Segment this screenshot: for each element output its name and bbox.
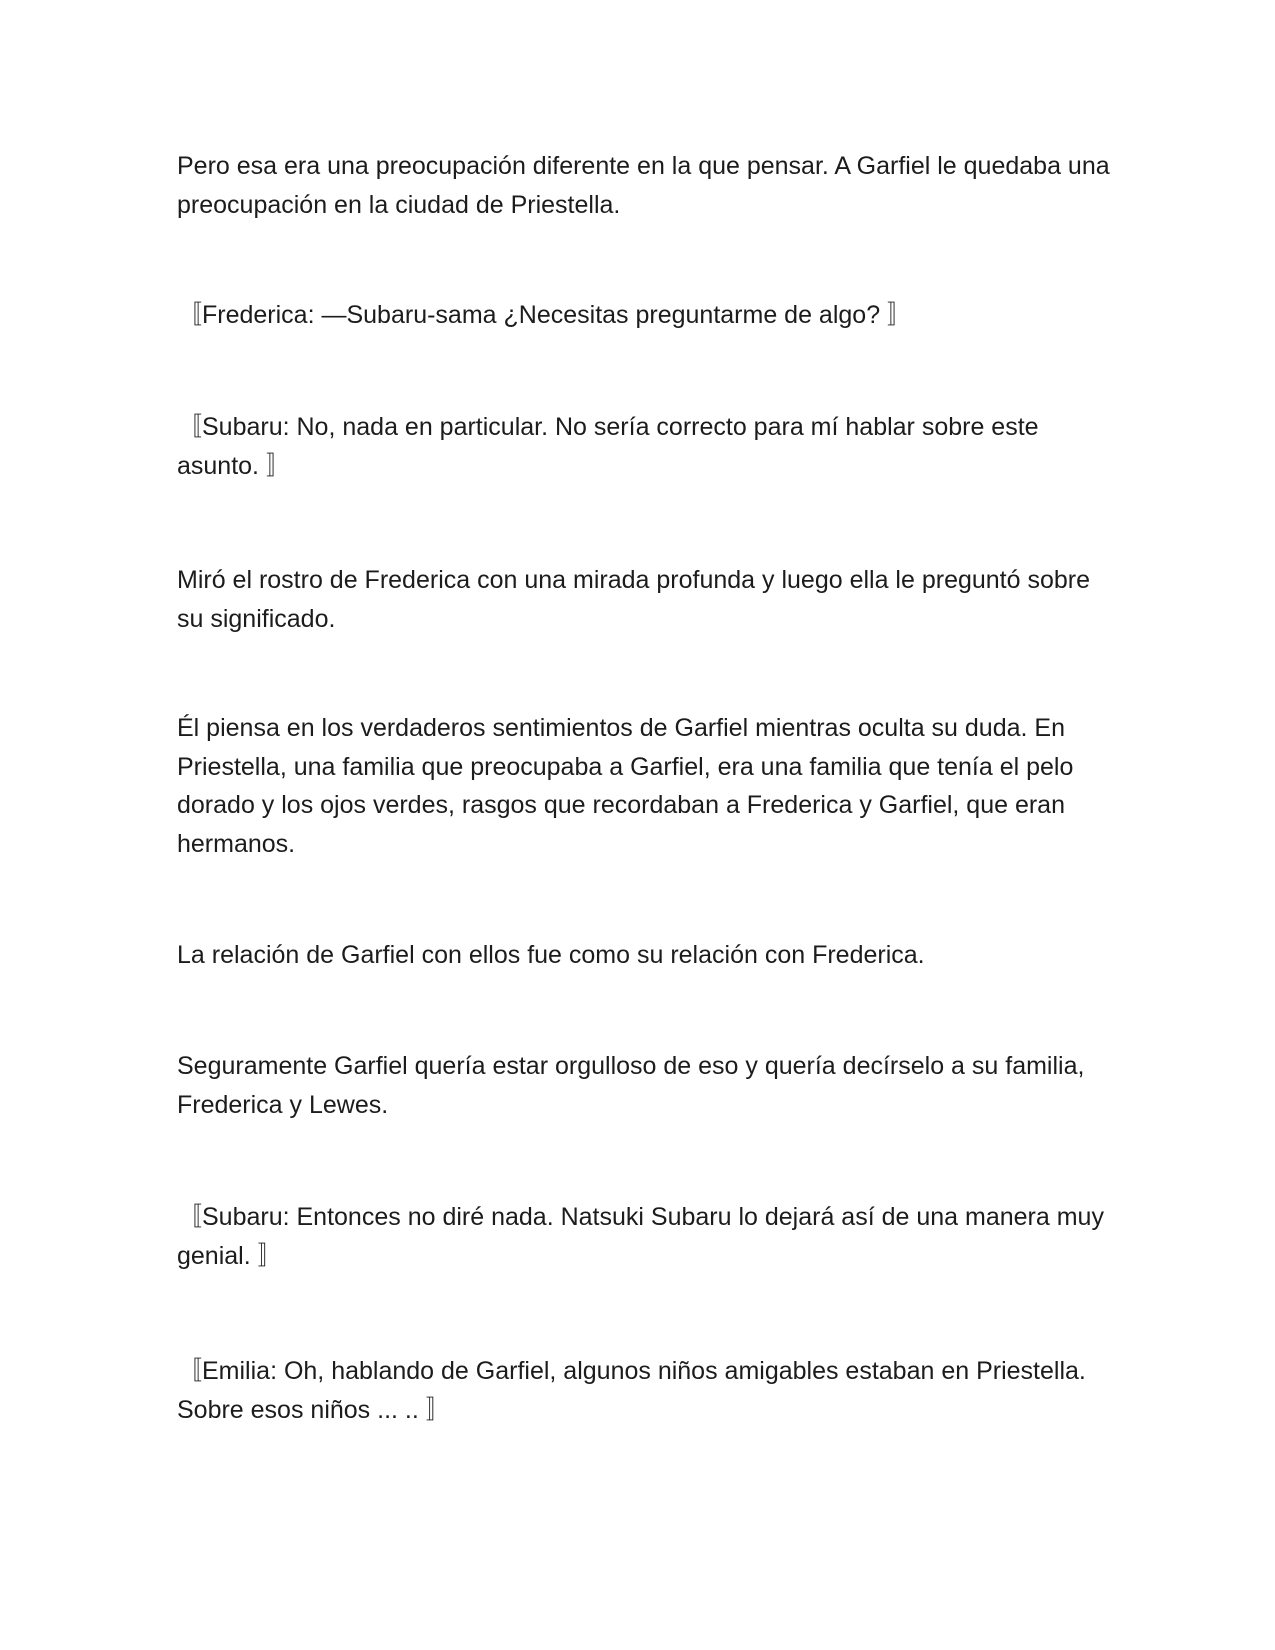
paragraph-dialogue-emilia: 〚Emilia: Oh, hablando de Garfiel, algunos niños amigables estaban en Priestella. Sobre esos niños ... .. 〛 <box>177 1357 1086 1424</box>
paragraph-dialogue-subaru-2: 〚Subaru: Entonces no diré nada. Natsuki Subaru lo dejará así de una manera muy genial. 〛 <box>177 1203 1104 1270</box>
paragraph-dialogue-subaru-1: 〚Subaru: No, nada en particular. No sería correcto para mí hablar sobre este asunto. 〛 <box>177 413 1039 480</box>
paragraph-narration-5: Seguramente Garfiel quería estar orgulloso de eso y quería decírselo a su familia, Frederica y Lewes. <box>177 1052 1085 1119</box>
paragraph-narration-1: Pero esa era una preocupación diferente en la que pensar. A Garfiel le quedaba una preocupación en la ciudad de Priestella. <box>177 152 1110 219</box>
paragraph-narration-3: Él piensa en los verdaderos sentimientos de Garfiel mientras oculta su duda. En Priestella, una familia que preocupaba a Garfiel, era una familia que tenía el pelo dorado y los ojos verdes, rasgos que recordaban a Frederica y Garfiel, que eran hermanos. <box>177 714 1074 858</box>
paragraph-dialogue-frederica: 〚Frederica: —Subaru-sama ¿Necesitas preguntarme de algo? 〛 <box>177 301 913 329</box>
paragraph-narration-4: La relación de Garfiel con ellos fue como su relación con Frederica. <box>177 941 925 969</box>
paragraph-narration-2: Miró el rostro de Frederica con una mirada profunda y luego ella le preguntó sobre su significado. <box>177 566 1091 633</box>
